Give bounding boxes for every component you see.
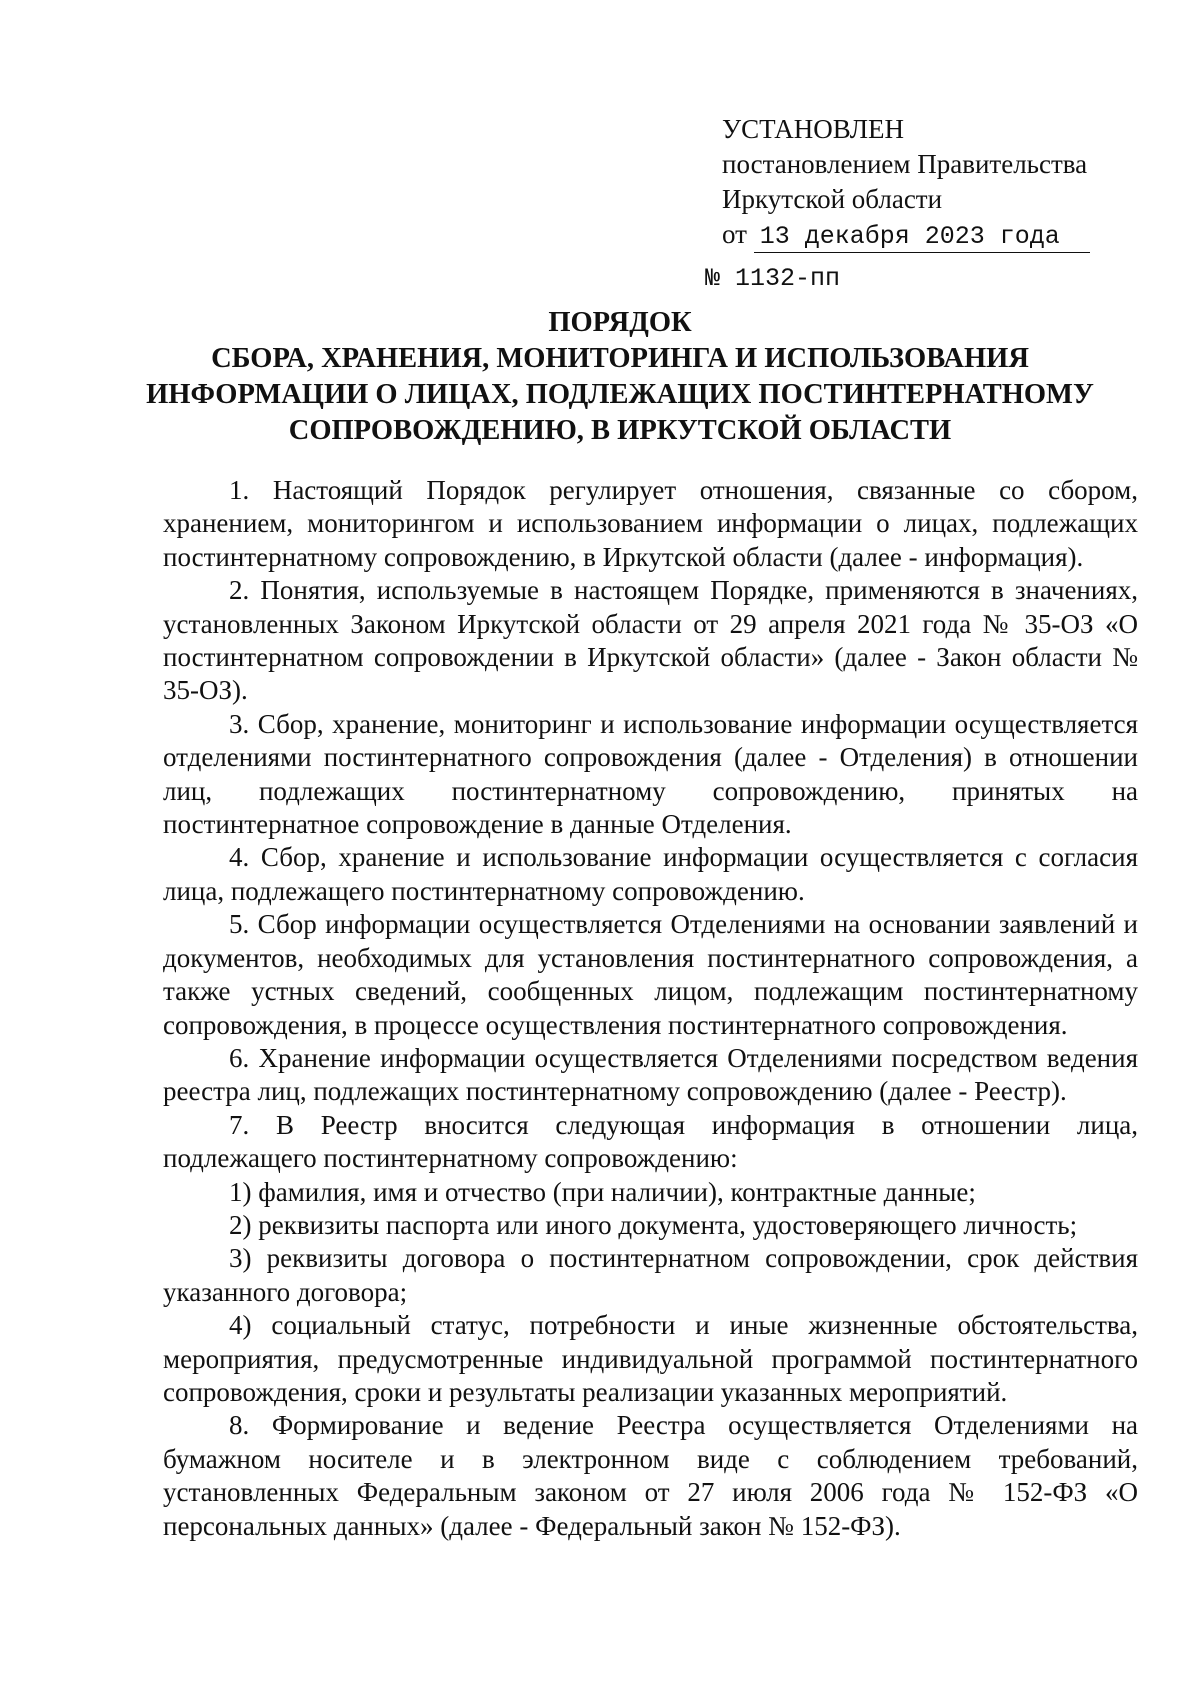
list-item-4: 4) социальный статус, потребности и иные жизненные обстоятельства, мероприятия, предусмотренные индивидуальной программой постинтернатного сопровождения, сроки и результаты реализации указанных мероприятий.: [163, 1310, 1138, 1407]
list-item-3: 3) реквизиты договора о постинтернатном сопровождении, срок действия указанного договора;: [163, 1243, 1138, 1307]
approval-date-prefix: от: [722, 219, 747, 249]
paragraph-3: 3. Сбор, хранение, мониторинг и использование информации осуществляется отделениями постинтернатного сопровождения (далее - Отделения) в отношении лиц, подлежащих постинтернатному сопровождению, принятых на постинтернатное сопровождение в данные Отделения.: [163, 708, 1138, 840]
list-item-2: 2) реквизиты паспорта или иного документа, удостоверяющего личность;: [229, 1209, 1078, 1240]
approval-region: Иркутской области: [722, 184, 943, 214]
approval-authority: постановлением Правительства: [722, 149, 1088, 179]
approval-status: УСТАНОВЛЕН: [722, 114, 905, 144]
title-line-2: СБОРА, ХРАНЕНИЯ, МОНИТОРИНГА И ИСПОЛЬЗОВАНИЯ: [211, 343, 1029, 374]
approval-date: 13 декабря 2023 года: [754, 222, 1090, 253]
title-line-1: ПОРЯДОК: [548, 307, 692, 338]
document-title: [120, 305, 1120, 449]
title-line-4: СОПРОВОЖДЕНИЮ, В ИРКУТСКОЙ ОБЛАСТИ: [288, 415, 952, 446]
approval-date-line: [722, 217, 1142, 253]
paragraph-1: 1. Настоящий Порядок регулирует отношения, связанные со сбором, хранением, мониторингом и использованием информации о лицах, подлежащих постинтернатному сопровождению, в Иркутской области (далее - информация).: [163, 475, 1138, 572]
title-line-3: ИНФОРМАЦИИ О ЛИЦАХ, ПОДЛЕЖАЩИХ ПОСТИНТЕРНАТНОМУ: [146, 379, 1094, 410]
document-body: [163, 474, 1138, 1543]
paragraph-2: 2. Понятия, используемые в настоящем Порядке, применяются в значениях, установленных Законом Иркутской области от 29 апреля 2021 года № 35-ОЗ «О постинтернатном сопровождении в Иркутской области» (далее - Закон области № 35-ОЗ).: [163, 575, 1138, 706]
paragraph-8: 8. Формирование и ведение Реестра осуществляется Отделениями на бумажном носителе и в электронном виде с соблюдением требований, установленных Федеральным законом от 27 июля 2006 года № 152-ФЗ «О персональных данных» (далее - Федеральный закон № 152-ФЗ).: [163, 1410, 1138, 1541]
paragraph-6: 6. Хранение информации осуществляется Отделениями посредством ведения реестра лиц, подлежащих постинтернатному сопровождению (далее - Реестр).: [163, 1042, 1138, 1107]
paragraph-5: 5. Сбор информации осуществляется Отделениями на основании заявлений и документов, необходимых для установления постинтернатного сопровождения, а также устных сведений, сообщенных лицом, подлежащим постинтернатному сопровождения, в процессе осуществления постинтернатного сопровождения.: [163, 909, 1138, 1040]
approval-number: № 1132-пп: [705, 264, 841, 293]
list-item-1: 1) фамилия, имя и отчество (при наличии), контрактные данные;: [229, 1176, 976, 1207]
paragraph-7: 7. В Реестр вносится следующая информация в отношении лица, подлежащего постинтернатному сопровождению:: [163, 1109, 1138, 1174]
paragraph-4: 4. Сбор, хранение и использование информации осуществляется с согласия лица, подлежащего постинтернатному сопровождению.: [163, 842, 1138, 906]
approval-stamp-block: [705, 112, 1142, 296]
